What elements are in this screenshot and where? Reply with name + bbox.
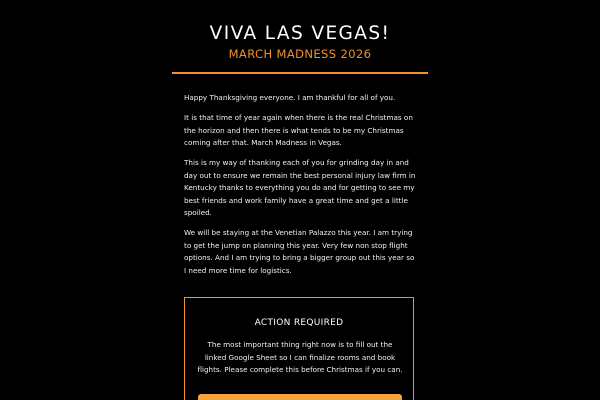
- action-button[interactable]: [198, 394, 402, 400]
- body-paragraph: It is that time of year again when there is the real Christmas on the horizon and then there is what tends to be my Christmas coming after that. March Madness in Vegas.: [184, 113, 413, 147]
- header: [172, 22, 428, 62]
- page-title: VIVA LAS VEGAS!: [209, 23, 391, 44]
- body-paragraph: This is my way of thanking each of you for grinding day in and day out to ensure we remain the best personal injury law firm in Kentucky thanks to everything you do and for getting to see my best friends and work family have a great time and get a little spoiled.: [184, 158, 416, 217]
- header-divider: [172, 72, 428, 74]
- email-body: [184, 92, 416, 285]
- body-paragraph: Happy Thanksgiving everyone. I am thankful for all of you.: [184, 93, 396, 102]
- action-required-box: [184, 297, 414, 400]
- action-text: The most important thing right now is to fill out the linked Google Sheet so I can finalize rooms and book flights. Please complete this before Christmas if you can.: [197, 340, 403, 374]
- action-title: ACTION REQUIRED: [254, 318, 344, 328]
- body-paragraph: We will be staying at the Venetian Palazzo this year. I am trying to get the jump on planning this year. Very few non stop flight options. And I am trying to bring a bigger group out this year so I need more time for logistics.: [184, 228, 415, 275]
- page-subtitle: MARCH MADNESS 2026: [228, 47, 372, 61]
